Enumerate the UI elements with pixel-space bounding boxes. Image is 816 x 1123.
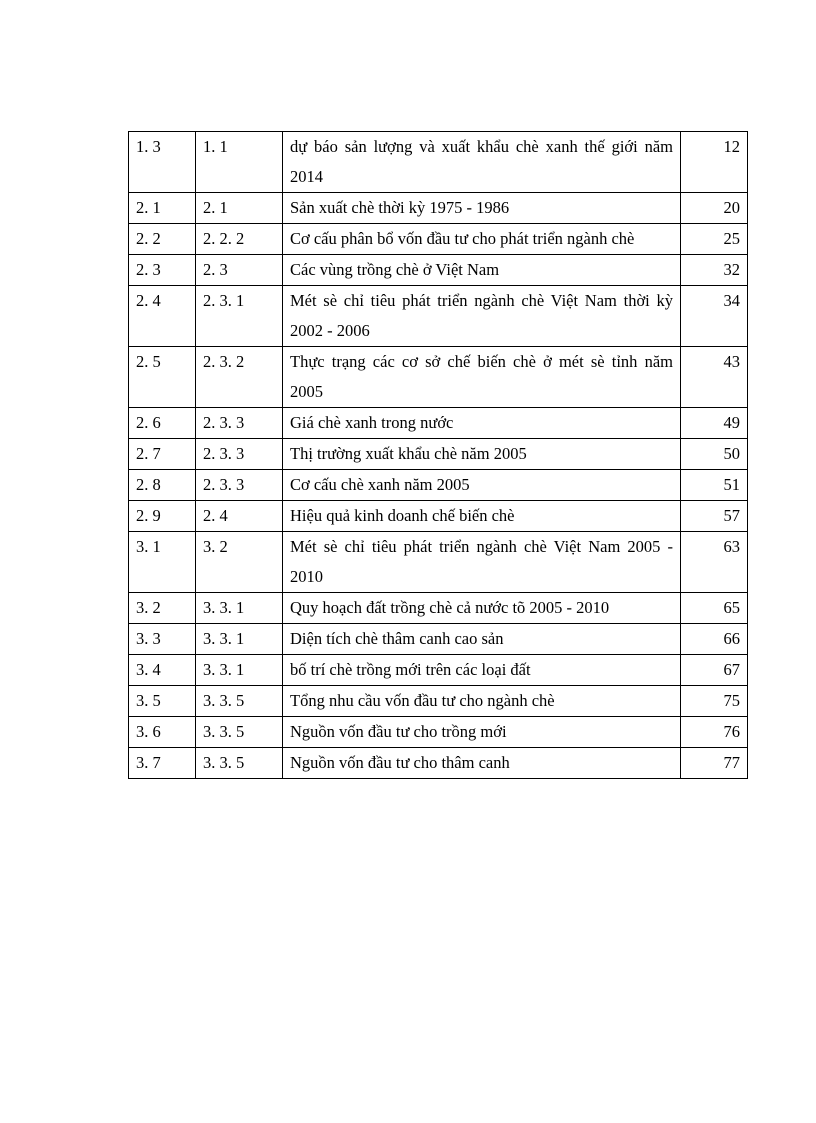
section-number: 2. 2. 2	[196, 224, 283, 255]
table-number: 3. 6	[129, 717, 196, 748]
table-title: Thị trường xuất khẩu chè năm 2005	[283, 439, 681, 470]
page-number: 43	[681, 347, 748, 408]
page-number: 65	[681, 593, 748, 624]
section-number: 1. 1	[196, 132, 283, 193]
section-number: 3. 3. 5	[196, 717, 283, 748]
table-title: Giá chè xanh trong nước	[283, 408, 681, 439]
table-number: 2. 7	[129, 439, 196, 470]
section-number: 3. 3. 1	[196, 655, 283, 686]
table-row	[129, 132, 748, 193]
table-number: 3. 7	[129, 748, 196, 779]
table-number: 3. 3	[129, 624, 196, 655]
table-row	[129, 224, 748, 255]
table-row	[129, 470, 748, 501]
table-title: Cơ cấu chè xanh năm 2005	[283, 470, 681, 501]
page-number: 51	[681, 470, 748, 501]
table-number: 2. 6	[129, 408, 196, 439]
table-number: 1. 3	[129, 132, 196, 193]
table-number: 2. 1	[129, 193, 196, 224]
table-number: 3. 1	[129, 532, 196, 593]
table-row	[129, 286, 748, 347]
page-number: 49	[681, 408, 748, 439]
table-row	[129, 748, 748, 779]
table-title: Nguồn vốn đầu tư cho trồng mới	[283, 717, 681, 748]
section-number: 3. 3. 1	[196, 593, 283, 624]
table-row	[129, 255, 748, 286]
table-row	[129, 439, 748, 470]
table-title: Quy hoạch đất trồng chè cả nước tõ 2005 - 2010	[283, 593, 681, 624]
table-title: Tổng nhu cầu vốn đầu tư cho ngành chè	[283, 686, 681, 717]
table-title: Diện tích chè thâm canh cao sản	[283, 624, 681, 655]
page-number: 34	[681, 286, 748, 347]
page-number: 75	[681, 686, 748, 717]
table-number: 2. 2	[129, 224, 196, 255]
table-row	[129, 408, 748, 439]
table-title: dự báo sản lượng và xuất khẩu chè xanh thế giới năm 2014	[283, 132, 681, 193]
section-number: 3. 3. 5	[196, 686, 283, 717]
table-row	[129, 717, 748, 748]
table-number: 3. 4	[129, 655, 196, 686]
table-row	[129, 624, 748, 655]
table-row	[129, 193, 748, 224]
section-number: 2. 3. 3	[196, 408, 283, 439]
page-number: 20	[681, 193, 748, 224]
section-number: 3. 3. 5	[196, 748, 283, 779]
table-title: Mét sè chỉ tiêu phát triển ngành chè Việt Nam 2005 - 2010	[283, 532, 681, 593]
section-number: 2. 3. 2	[196, 347, 283, 408]
page-number: 77	[681, 748, 748, 779]
table-title: Các vùng trồng chè ở Việt Nam	[283, 255, 681, 286]
section-number: 3. 3. 1	[196, 624, 283, 655]
section-number: 2. 3. 3	[196, 439, 283, 470]
page-number: 63	[681, 532, 748, 593]
table-row	[129, 655, 748, 686]
page-number: 12	[681, 132, 748, 193]
table-number: 2. 9	[129, 501, 196, 532]
table-title: Nguồn vốn đầu tư cho thâm canh	[283, 748, 681, 779]
table-row	[129, 593, 748, 624]
table-row	[129, 686, 748, 717]
table-of-contents	[128, 131, 748, 779]
page-number: 66	[681, 624, 748, 655]
table-number: 2. 3	[129, 255, 196, 286]
page-number: 67	[681, 655, 748, 686]
table-number: 2. 4	[129, 286, 196, 347]
page-number: 25	[681, 224, 748, 255]
table-title: Hiệu quả kinh doanh chế biến chè	[283, 501, 681, 532]
table-title: Cơ cấu phân bổ vốn đầu tư cho phát triển ngành chè	[283, 224, 681, 255]
section-number: 2. 3	[196, 255, 283, 286]
table-number: 3. 5	[129, 686, 196, 717]
section-number: 2. 4	[196, 501, 283, 532]
page-number: 76	[681, 717, 748, 748]
page-number: 50	[681, 439, 748, 470]
table-title: bố trí chè trồng mới trên các loại đất	[283, 655, 681, 686]
table-title: Mét sè chỉ tiêu phát triển ngành chè Việt Nam thời kỳ 2002 - 2006	[283, 286, 681, 347]
section-number: 2. 1	[196, 193, 283, 224]
table-row	[129, 532, 748, 593]
section-number: 3. 2	[196, 532, 283, 593]
table-title: Thực trạng các cơ sở chế biến chè ở mét sè tỉnh năm 2005	[283, 347, 681, 408]
table-number: 3. 2	[129, 593, 196, 624]
table-title: Sản xuất chè thời kỳ 1975 - 1986	[283, 193, 681, 224]
toc-body	[129, 132, 748, 779]
table-row	[129, 347, 748, 408]
table-row	[129, 501, 748, 532]
page-number: 57	[681, 501, 748, 532]
table-number: 2. 5	[129, 347, 196, 408]
page-number: 32	[681, 255, 748, 286]
table-number: 2. 8	[129, 470, 196, 501]
section-number: 2. 3. 1	[196, 286, 283, 347]
section-number: 2. 3. 3	[196, 470, 283, 501]
